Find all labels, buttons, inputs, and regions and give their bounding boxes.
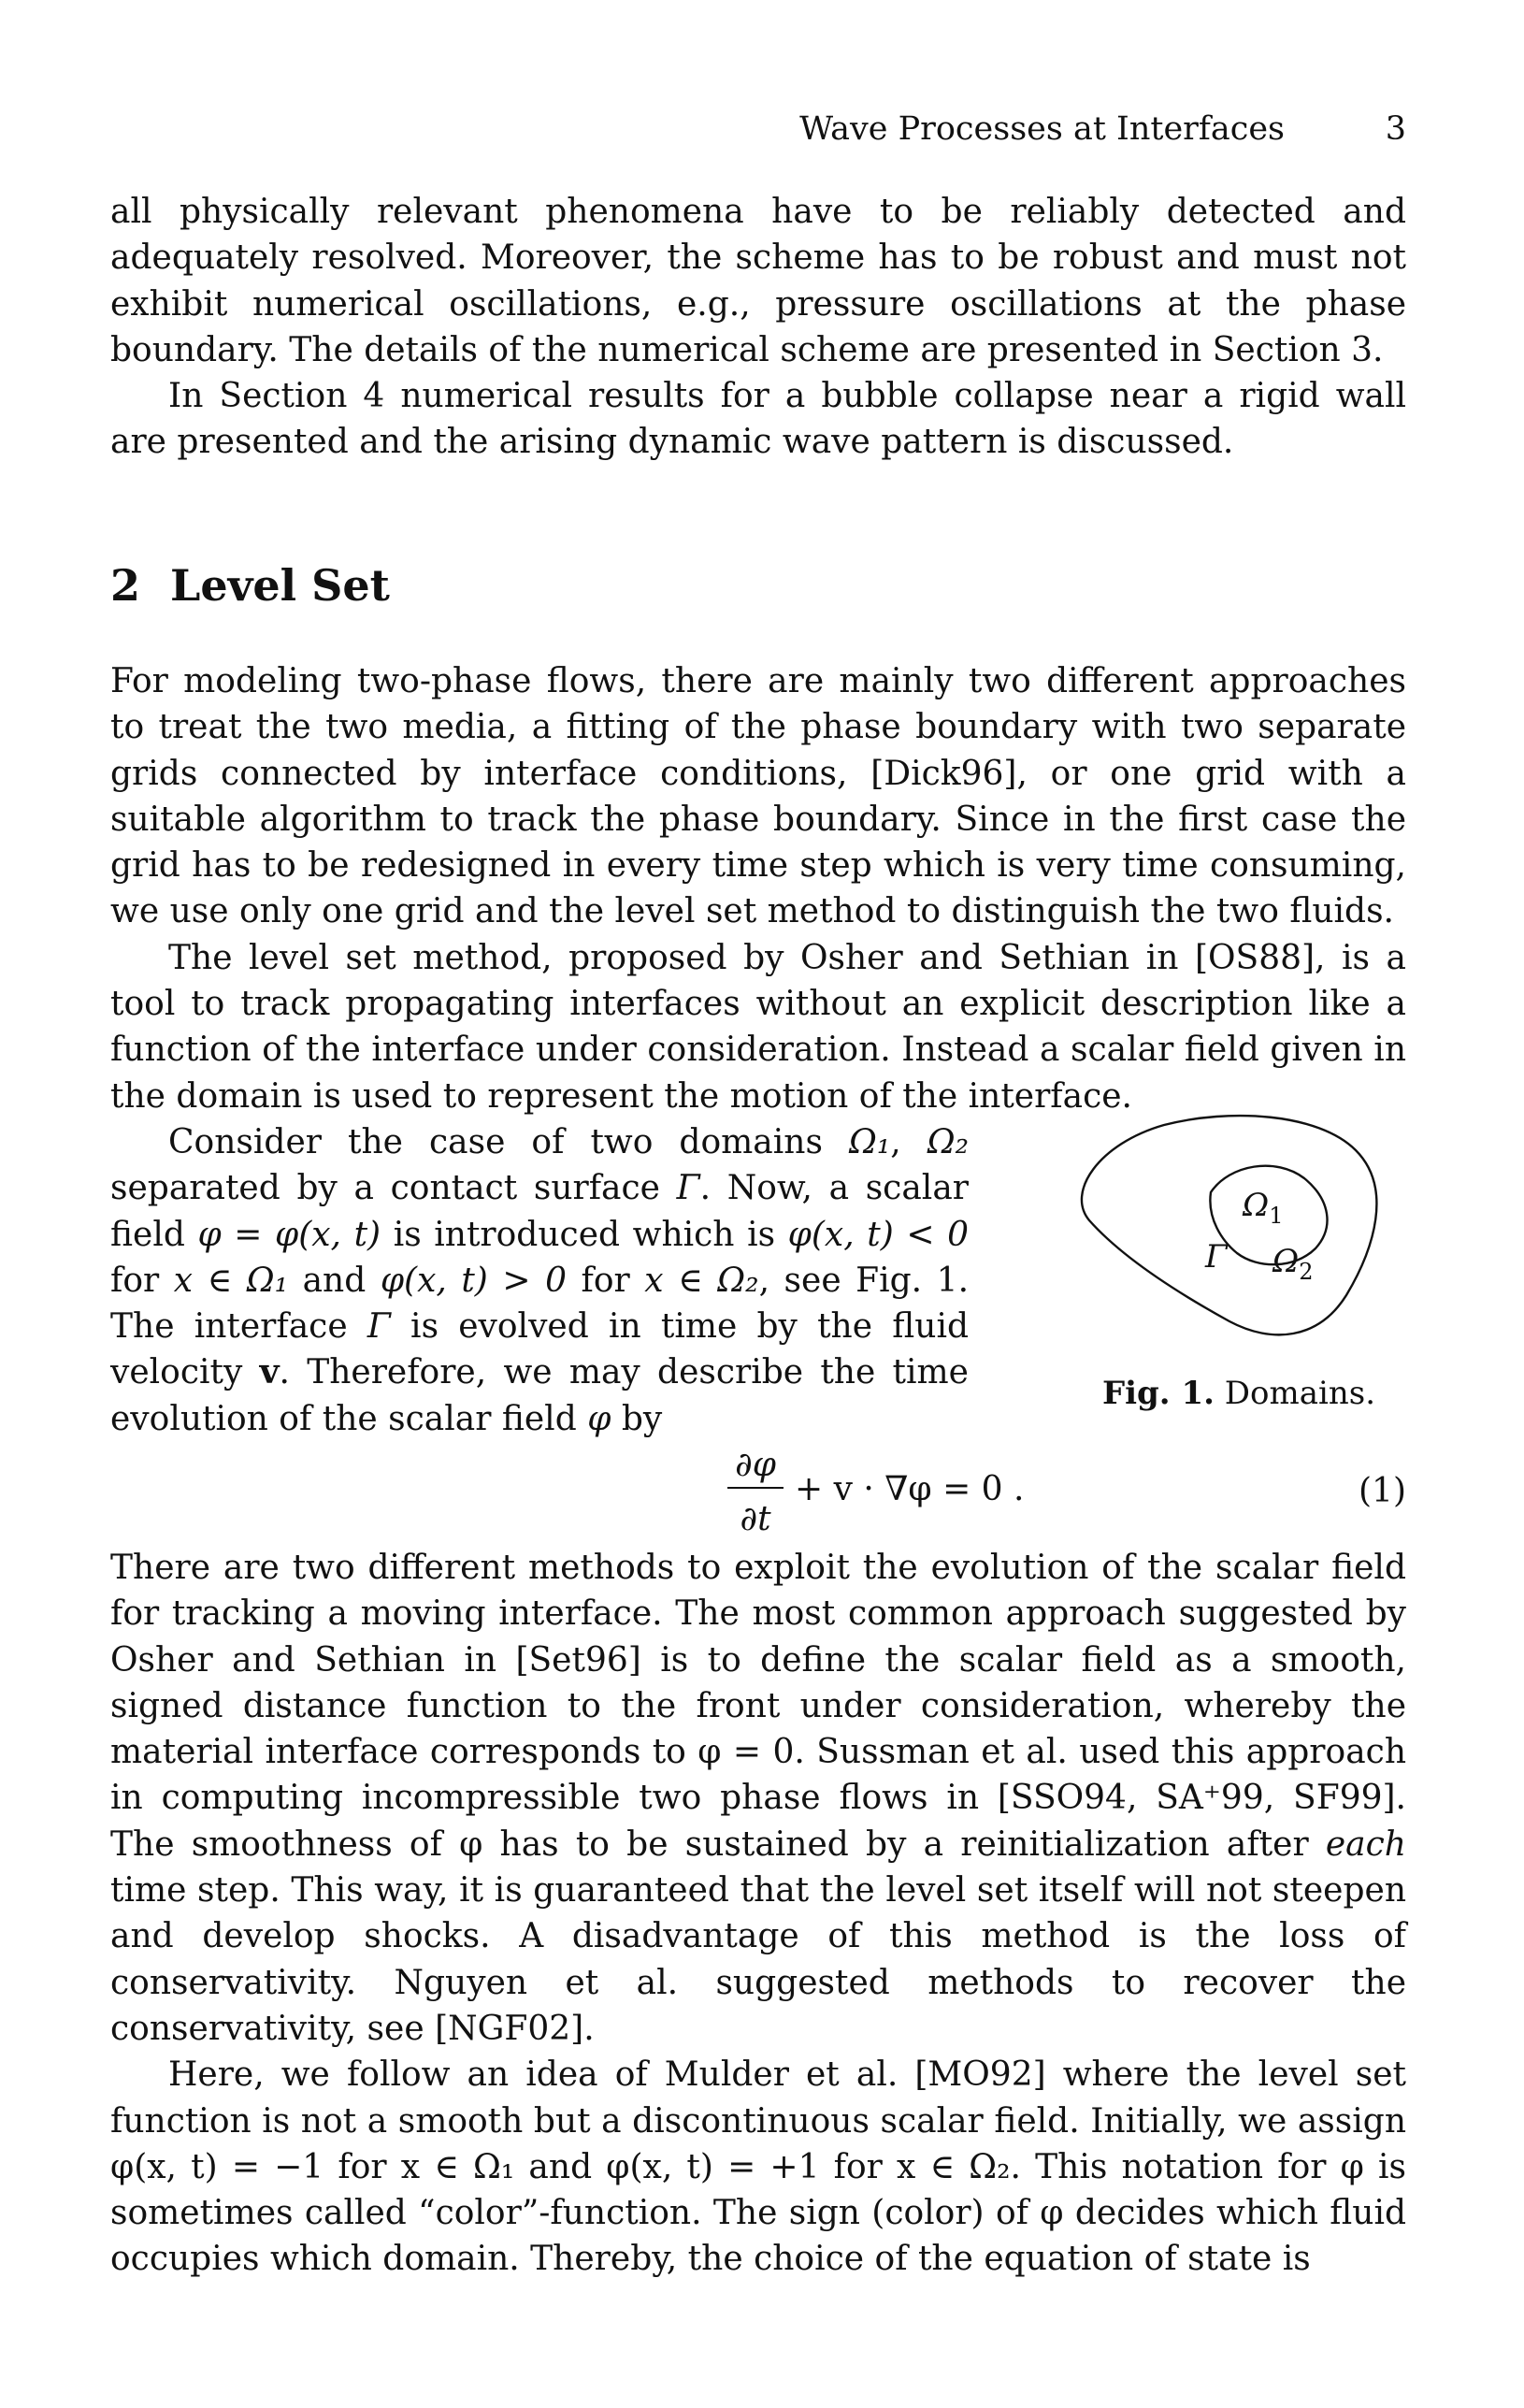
- intro-text: [110, 189, 1406, 466]
- section-number: 2: [110, 560, 141, 611]
- wrapped-paragraph: [110, 1119, 969, 1442]
- figure-domains: [1071, 1108, 1407, 1435]
- eq-denominator: ∂t: [740, 1500, 771, 1538]
- after-equation-text: [110, 1545, 1406, 2283]
- paragraph: For modeling two-phase flows, there are mainly two different approaches to treat the two media, a fitting of the phase boundary with two separate grids connected by interface conditions, [Dick96], or one grid with a suitable algorithm to track the phase boundary. Since in the first case the grid has to be redesigned in every time step which is very time consuming, we use only one grid and the level set method to distinguish the two fluids.: [110, 662, 1406, 931]
- math-velocity: v: [259, 1352, 280, 1392]
- math-gamma: Γ: [367, 1307, 391, 1347]
- text-run: . Therefore, we may describe the time evolution of the scalar field: [110, 1353, 969, 1438]
- running-title: Wave Processes at Interfaces: [799, 110, 1285, 148]
- paragraph: Here, we follow an idea of Mulder et al. [MO92] where the level set function is not a smooth but a discontinuous scalar field. Initially, we assign φ(x, t) = −1 for x ∈ Ω₁ and φ(x, t) = +1 for x ∈ Ω₂. This notation for φ is sometimes called “color”-function. The sign (color) of φ decides which fluid occupies which domain. Thereby, the choice of the equation of state is: [110, 2055, 1406, 2279]
- paragraph: [110, 1119, 969, 1442]
- math-omega1: Ω₁: [848, 1123, 891, 1161]
- label-omega2: $\Omega_2$: [1272, 1243, 1314, 1285]
- text-run: is introduced which is: [381, 1215, 788, 1254]
- label-omega1: $\Omega_1$: [1243, 1187, 1284, 1229]
- label-gamma: Γ: [1205, 1238, 1228, 1276]
- caption-label: Fig. 1.: [1101, 1375, 1215, 1412]
- section-body: [110, 658, 1406, 1119]
- math-omega2: Ω₂: [927, 1123, 970, 1161]
- equation-1: [110, 1440, 1406, 1541]
- text-run: . Now, a scalar field: [110, 1169, 969, 1254]
- text-run: , see Fig. 1. The interface: [110, 1261, 970, 1347]
- text-run: for: [566, 1261, 645, 1300]
- text-run: for: [110, 1261, 174, 1300]
- eq-numerator: ∂φ: [735, 1446, 776, 1484]
- text-run: is evolved in time by the fluid velocity: [110, 1307, 970, 1392]
- math-gamma: Γ: [676, 1169, 700, 1208]
- text-run: by: [611, 1399, 663, 1438]
- outer-domain-boundary: [1082, 1116, 1376, 1334]
- emphasis: each: [1325, 1824, 1406, 1864]
- text-run: ,: [890, 1123, 927, 1161]
- paragraph: The level set method, proposed by Osher and Sethian in [OS88], is a tool to track propagating interfaces without an explicit description like a function of the interface under consideration. Instead a scalar field given in the domain is used to represent the motion of the interface.: [110, 938, 1406, 1116]
- math-x-in-omega1: x ∈ Ω₁: [173, 1261, 289, 1300]
- section-title: Level Set: [170, 560, 390, 611]
- running-head: [110, 110, 1406, 151]
- equation-formula: [110, 1440, 1232, 1541]
- text-run: There are two different methods to exploit the evolution of the scalar field for tracking a moving interface. The most common approach suggested by Osher and Sethian in [Set96] is to define the scalar field as a smooth, signed distance function to the front under consideration, whereby the material interface corresponds to φ = 0. Sussman et al. used this approach in computing incompressible two phase flows in [SSO94, SA⁺99, SF99]. The smoothness of φ has to be sustained by a reinitialization after: [110, 1549, 1406, 1864]
- paragraph: [110, 1545, 1406, 2052]
- page-number: 3: [1385, 110, 1406, 148]
- domains-diagram: [1071, 1108, 1407, 1361]
- equation-number: (1): [1359, 1472, 1406, 1510]
- text-run: Consider the case of two domains: [168, 1123, 849, 1161]
- text-run: time step. This way, it is guaranteed that the level set itself will not steepen and develop shocks. A disadvantage of this method is the loss of conservativity. Nguyen et al. suggested methods to recover the conservativity, see [NGF02].: [110, 1871, 1406, 2048]
- section-heading: [110, 557, 390, 613]
- paragraph: In Section 4 numerical results for a bubble collapse near a rigid wall are presented and the arising dynamic wave pattern is discussed.: [110, 377, 1406, 462]
- text-run: and: [288, 1261, 381, 1300]
- text-run: separated by a contact surface: [110, 1169, 677, 1208]
- math-phi-neg: φ(x, t) < 0: [787, 1215, 969, 1254]
- caption-text: Domains.: [1214, 1375, 1376, 1412]
- eq-rest: + v · ∇φ = 0 .: [795, 1470, 1025, 1508]
- math-phi: φ: [587, 1399, 611, 1438]
- math-phi-def: φ = φ(x, t): [197, 1215, 381, 1254]
- paragraph: all physically relevant phenomena have to be reliably detected and adequately resolved. Moreover, the scheme has to be robust and must not exhibit numerical oscillations, e.g., pressure oscillations at the phase boundary. The details of the numerical scheme are presented in Section 3.: [110, 193, 1406, 369]
- math-x-in-omega2: x ∈ Ω₂: [644, 1261, 759, 1300]
- figure-caption: [1071, 1375, 1407, 1412]
- math-phi-pos: φ(x, t) > 0: [380, 1261, 567, 1300]
